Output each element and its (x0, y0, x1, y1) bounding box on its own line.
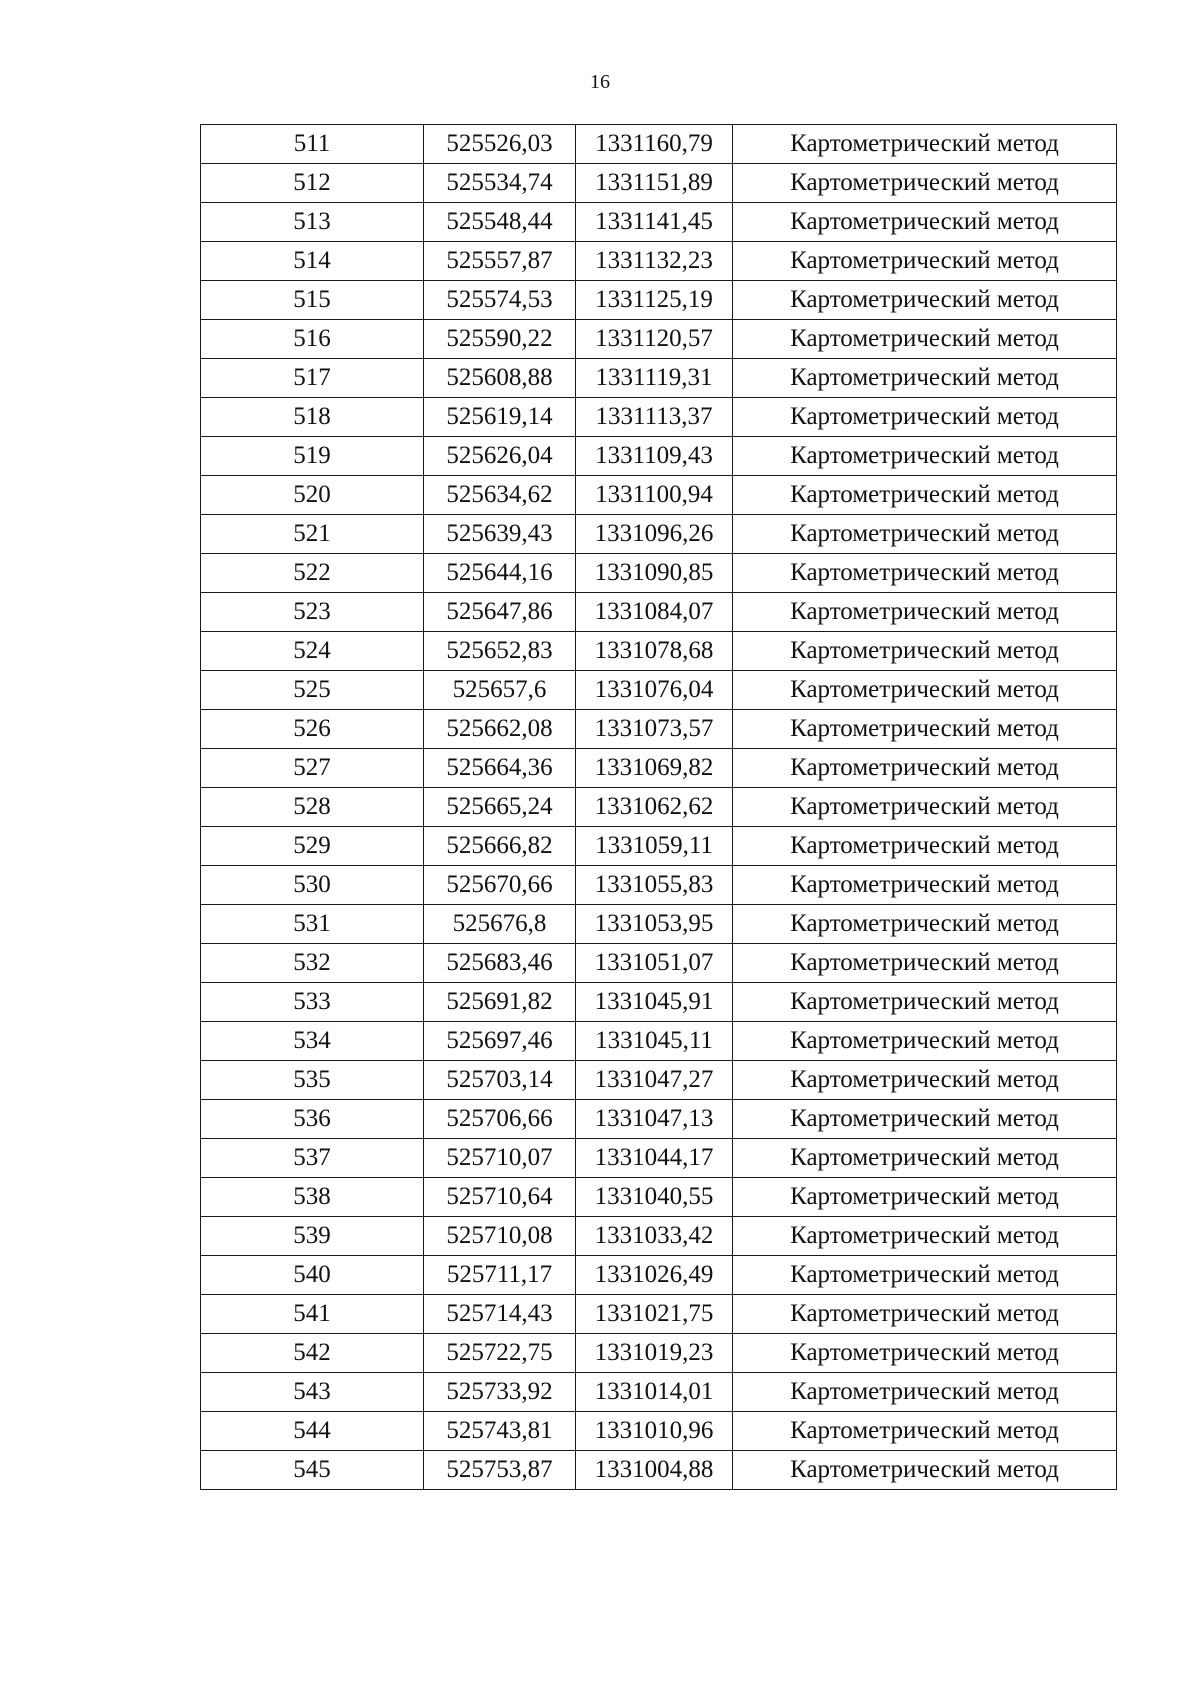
point-number-cell: 544 (201, 1412, 424, 1451)
x-coordinate-cell: 525722,75 (424, 1334, 576, 1373)
y-coordinate-cell: 1331125,19 (576, 281, 733, 320)
method-cell: Картометрический метод (733, 788, 1117, 827)
method-cell: Картометрический метод (733, 1412, 1117, 1451)
y-coordinate-cell: 1331090,85 (576, 554, 733, 593)
method-cell: Картометрический метод (733, 866, 1117, 905)
x-coordinate-cell: 525710,64 (424, 1178, 576, 1217)
method-cell: Картометрический метод (733, 1100, 1117, 1139)
point-number-cell: 539 (201, 1217, 424, 1256)
table-row (201, 1061, 1117, 1100)
x-coordinate-cell: 525733,92 (424, 1373, 576, 1412)
page-number: 16 (590, 71, 610, 93)
method-cell: Картометрический метод (733, 164, 1117, 203)
x-coordinate-cell: 525676,8 (424, 905, 576, 944)
method-cell: Картометрический метод (733, 1373, 1117, 1412)
table-row (201, 437, 1117, 476)
x-coordinate-cell: 525574,53 (424, 281, 576, 320)
point-number-cell: 535 (201, 1061, 424, 1100)
table-row (201, 398, 1117, 437)
point-number-cell: 543 (201, 1373, 424, 1412)
y-coordinate-cell: 1331033,42 (576, 1217, 733, 1256)
table-row (201, 1334, 1117, 1373)
table-row (201, 320, 1117, 359)
x-coordinate-cell: 525626,04 (424, 437, 576, 476)
x-coordinate-cell: 525706,66 (424, 1100, 576, 1139)
x-coordinate-cell: 525711,17 (424, 1256, 576, 1295)
x-coordinate-cell: 525657,6 (424, 671, 576, 710)
point-number-cell: 531 (201, 905, 424, 944)
table-row (201, 1139, 1117, 1178)
method-cell: Картометрический метод (733, 437, 1117, 476)
table-row (201, 983, 1117, 1022)
y-coordinate-cell: 1331141,45 (576, 203, 733, 242)
method-cell: Картометрический метод (733, 1295, 1117, 1334)
y-coordinate-cell: 1331100,94 (576, 476, 733, 515)
point-number-cell: 525 (201, 671, 424, 710)
point-number-cell: 523 (201, 593, 424, 632)
x-coordinate-cell: 525644,16 (424, 554, 576, 593)
x-coordinate-cell: 525526,03 (424, 125, 576, 164)
y-coordinate-cell: 1331096,26 (576, 515, 733, 554)
x-coordinate-cell: 525691,82 (424, 983, 576, 1022)
y-coordinate-cell: 1331109,43 (576, 437, 733, 476)
point-number-cell: 542 (201, 1334, 424, 1373)
point-number-cell: 532 (201, 944, 424, 983)
table-row (201, 242, 1117, 281)
point-number-cell: 533 (201, 983, 424, 1022)
y-coordinate-cell: 1331084,07 (576, 593, 733, 632)
point-number-cell: 522 (201, 554, 424, 593)
table-row (201, 515, 1117, 554)
point-number-cell: 512 (201, 164, 424, 203)
method-cell: Картометрический метод (733, 1217, 1117, 1256)
method-cell: Картометрический метод (733, 1256, 1117, 1295)
method-cell: Картометрический метод (733, 203, 1117, 242)
point-number-cell: 530 (201, 866, 424, 905)
y-coordinate-cell: 1331045,91 (576, 983, 733, 1022)
method-cell: Картометрический метод (733, 125, 1117, 164)
method-cell: Картометрический метод (733, 515, 1117, 554)
point-number-cell: 529 (201, 827, 424, 866)
table-row (201, 164, 1117, 203)
method-cell: Картометрический метод (733, 1451, 1117, 1490)
x-coordinate-cell: 525753,87 (424, 1451, 576, 1490)
point-number-cell: 536 (201, 1100, 424, 1139)
table-row (201, 1217, 1117, 1256)
y-coordinate-cell: 1331053,95 (576, 905, 733, 944)
x-coordinate-cell: 525683,46 (424, 944, 576, 983)
y-coordinate-cell: 1331044,17 (576, 1139, 733, 1178)
point-number-cell: 528 (201, 788, 424, 827)
x-coordinate-cell: 525710,08 (424, 1217, 576, 1256)
coordinates-table (200, 124, 1117, 1490)
y-coordinate-cell: 1331014,01 (576, 1373, 733, 1412)
y-coordinate-cell: 1331055,83 (576, 866, 733, 905)
table-row (201, 827, 1117, 866)
y-coordinate-cell: 1331078,68 (576, 632, 733, 671)
x-coordinate-cell: 525548,44 (424, 203, 576, 242)
x-coordinate-cell: 525634,62 (424, 476, 576, 515)
point-number-cell: 540 (201, 1256, 424, 1295)
x-coordinate-cell: 525652,83 (424, 632, 576, 671)
y-coordinate-cell: 1331160,79 (576, 125, 733, 164)
y-coordinate-cell: 1331069,82 (576, 749, 733, 788)
x-coordinate-cell: 525665,24 (424, 788, 576, 827)
y-coordinate-cell: 1331026,49 (576, 1256, 733, 1295)
method-cell: Картометрический метод (733, 281, 1117, 320)
table-row (201, 554, 1117, 593)
point-number-cell: 514 (201, 242, 424, 281)
table-row (201, 1373, 1117, 1412)
method-cell: Картометрический метод (733, 710, 1117, 749)
y-coordinate-cell: 1331051,07 (576, 944, 733, 983)
table-row (201, 710, 1117, 749)
method-cell: Картометрический метод (733, 242, 1117, 281)
table-row (201, 1022, 1117, 1061)
y-coordinate-cell: 1331047,13 (576, 1100, 733, 1139)
y-coordinate-cell: 1331076,04 (576, 671, 733, 710)
table-row (201, 359, 1117, 398)
method-cell: Картометрический метод (733, 749, 1117, 788)
x-coordinate-cell: 525647,86 (424, 593, 576, 632)
x-coordinate-cell: 525557,87 (424, 242, 576, 281)
y-coordinate-cell: 1331040,55 (576, 1178, 733, 1217)
x-coordinate-cell: 525662,08 (424, 710, 576, 749)
table-row (201, 1451, 1117, 1490)
table-row (201, 905, 1117, 944)
point-number-cell: 516 (201, 320, 424, 359)
table-body (201, 125, 1117, 1490)
y-coordinate-cell: 1331073,57 (576, 710, 733, 749)
table-row (201, 125, 1117, 164)
table-row (201, 1412, 1117, 1451)
y-coordinate-cell: 1331062,62 (576, 788, 733, 827)
y-coordinate-cell: 1331010,96 (576, 1412, 733, 1451)
method-cell: Картометрический метод (733, 476, 1117, 515)
point-number-cell: 517 (201, 359, 424, 398)
table-row (201, 281, 1117, 320)
point-number-cell: 519 (201, 437, 424, 476)
y-coordinate-cell: 1331059,11 (576, 827, 733, 866)
method-cell: Картометрический метод (733, 359, 1117, 398)
x-coordinate-cell: 525743,81 (424, 1412, 576, 1451)
y-coordinate-cell: 1331004,88 (576, 1451, 733, 1490)
x-coordinate-cell: 525619,14 (424, 398, 576, 437)
method-cell: Картометрический метод (733, 593, 1117, 632)
method-cell: Картометрический метод (733, 320, 1117, 359)
table-row (201, 203, 1117, 242)
x-coordinate-cell: 525710,07 (424, 1139, 576, 1178)
x-coordinate-cell: 525639,43 (424, 515, 576, 554)
x-coordinate-cell: 525697,46 (424, 1022, 576, 1061)
point-number-cell: 538 (201, 1178, 424, 1217)
method-cell: Картометрический метод (733, 398, 1117, 437)
point-number-cell: 534 (201, 1022, 424, 1061)
point-number-cell: 518 (201, 398, 424, 437)
point-number-cell: 524 (201, 632, 424, 671)
method-cell: Картометрический метод (733, 1022, 1117, 1061)
table-row (201, 632, 1117, 671)
method-cell: Картометрический метод (733, 632, 1117, 671)
x-coordinate-cell: 525714,43 (424, 1295, 576, 1334)
x-coordinate-cell: 525670,66 (424, 866, 576, 905)
method-cell: Картометрический метод (733, 671, 1117, 710)
method-cell: Картометрический метод (733, 1334, 1117, 1373)
table-row (201, 593, 1117, 632)
y-coordinate-cell: 1331045,11 (576, 1022, 733, 1061)
table-row (201, 788, 1117, 827)
y-coordinate-cell: 1331047,27 (576, 1061, 733, 1100)
y-coordinate-cell: 1331151,89 (576, 164, 733, 203)
method-cell: Картометрический метод (733, 1139, 1117, 1178)
point-number-cell: 515 (201, 281, 424, 320)
table-row (201, 1100, 1117, 1139)
method-cell: Картометрический метод (733, 1061, 1117, 1100)
y-coordinate-cell: 1331119,31 (576, 359, 733, 398)
x-coordinate-cell: 525590,22 (424, 320, 576, 359)
point-number-cell: 541 (201, 1295, 424, 1334)
table-row (201, 944, 1117, 983)
x-coordinate-cell: 525608,88 (424, 359, 576, 398)
y-coordinate-cell: 1331120,57 (576, 320, 733, 359)
y-coordinate-cell: 1331019,23 (576, 1334, 733, 1373)
y-coordinate-cell: 1331132,23 (576, 242, 733, 281)
point-number-cell: 511 (201, 125, 424, 164)
table-row (201, 1256, 1117, 1295)
x-coordinate-cell: 525703,14 (424, 1061, 576, 1100)
point-number-cell: 545 (201, 1451, 424, 1490)
method-cell: Картометрический метод (733, 944, 1117, 983)
point-number-cell: 537 (201, 1139, 424, 1178)
y-coordinate-cell: 1331021,75 (576, 1295, 733, 1334)
y-coordinate-cell: 1331113,37 (576, 398, 733, 437)
method-cell: Картометрический метод (733, 827, 1117, 866)
table-row (201, 476, 1117, 515)
table-row (201, 866, 1117, 905)
method-cell: Картометрический метод (733, 554, 1117, 593)
table-row (201, 1178, 1117, 1217)
x-coordinate-cell: 525534,74 (424, 164, 576, 203)
x-coordinate-cell: 525666,82 (424, 827, 576, 866)
table-row (201, 1295, 1117, 1334)
method-cell: Картометрический метод (733, 905, 1117, 944)
x-coordinate-cell: 525664,36 (424, 749, 576, 788)
table-row (201, 749, 1117, 788)
point-number-cell: 527 (201, 749, 424, 788)
point-number-cell: 513 (201, 203, 424, 242)
table-row (201, 671, 1117, 710)
method-cell: Картометрический метод (733, 983, 1117, 1022)
method-cell: Картометрический метод (733, 1178, 1117, 1217)
point-number-cell: 526 (201, 710, 424, 749)
point-number-cell: 520 (201, 476, 424, 515)
point-number-cell: 521 (201, 515, 424, 554)
